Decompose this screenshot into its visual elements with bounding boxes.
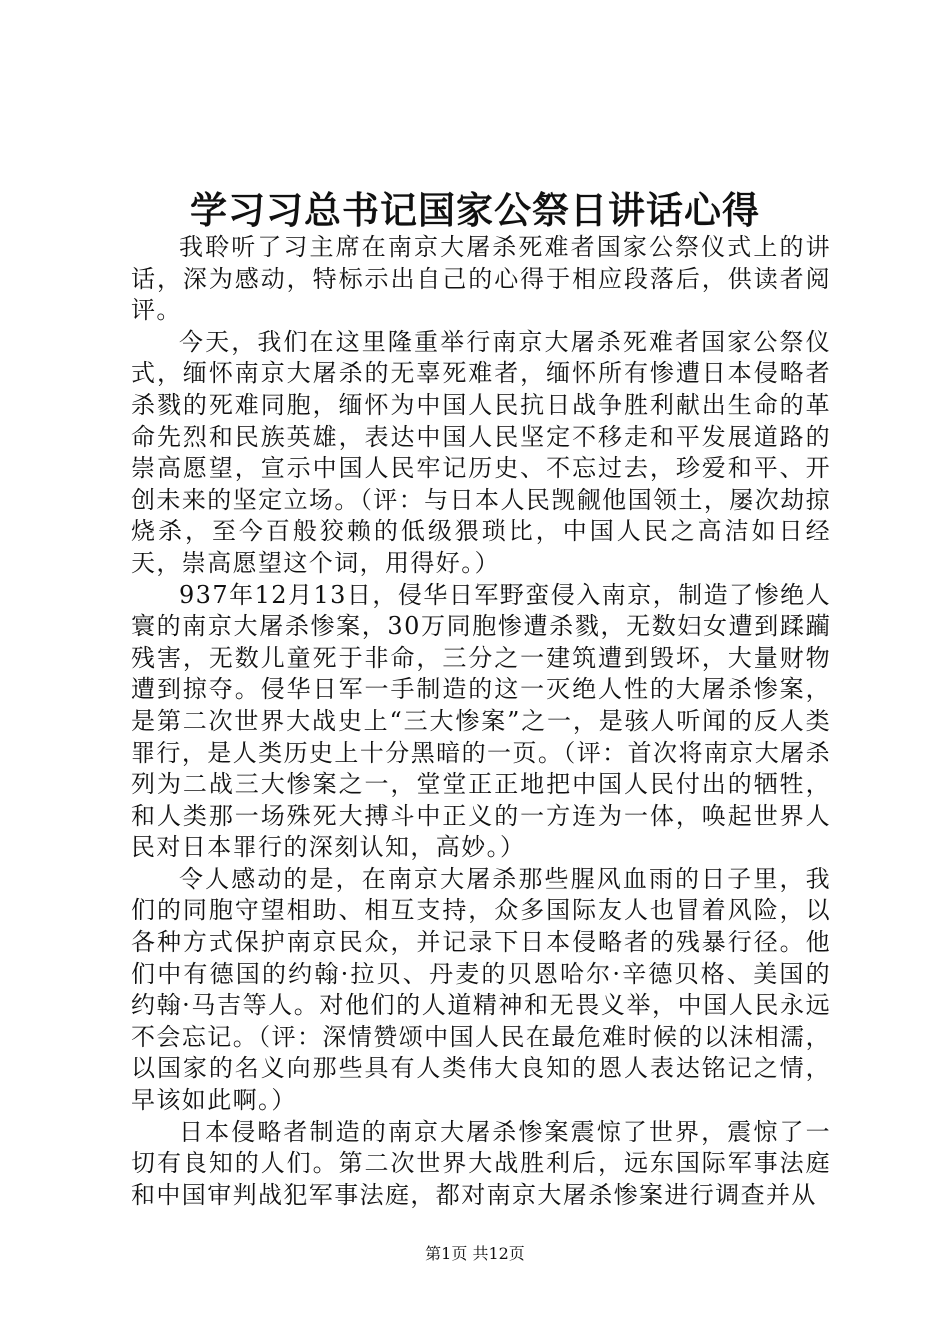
page-number-footer: 第1页 共12页 — [425, 1244, 525, 1263]
paragraph-tribunal: 日本侵略者制造的南京大屠杀惨案震惊了世界，震惊了一切有良知的人们。第二次世界大战胜利后，远东国际军事法庭和中国审判战犯军事法庭，都对南京大屠杀惨案进行调查并从 — [131, 1117, 831, 1209]
paragraph-international-friends: 令人感动的是，在南京大屠杀那些腥风血雨的日子里，我们的同胞守望相助、相互支持，众多国际友人也冒着风险，以各种方式保护南京民众，并记录下日本侵略者的残暴行径。他们中有德国的约翰·拉贝、丹麦的贝恩哈尔·辛德贝格、美国的约翰·马吉等人。对他们的人道精神和无畏义举，中国人民永远不会忘记。（评：深情赞颂中国人民在最危难时候的以沫相濡，以国家的名义向那些具有人类伟大良知的恩人表达铭记之情，早该如此啊。） — [131, 864, 831, 1115]
document-title: 学习习总书记国家公祭日讲话心得 — [190, 188, 760, 232]
document-body — [131, 232, 831, 1211]
paragraph-ceremony: 今天，我们在这里隆重举行南京大屠杀死难者国家公祭仪式，缅怀南京大屠杀的无辜死难者，缅怀所有惨遭日本侵略者杀戮的死难同胞，缅怀为中国人民抗日战争胜利献出生命的革命先烈和民族英雄，表达中国人民坚定不移走和平发展道路的崇高愿望，宣示中国人民牢记历史、不忘过去，珍爱和平、开创未来的坚定立场。（评：与日本人民觊觎他国领土，屡次劫掠烧杀，至今百般狡赖的低级猥琐比，中国人民之高洁如日经天，崇高愿望这个词，用得好。） — [131, 327, 831, 577]
paragraph-intro: 我聆听了习主席在南京大屠杀死难者国家公祭仪式上的讲话，深为感动，特标示出自己的心得于相应段落后，供读者阅评。 — [131, 233, 831, 325]
paragraph-massacre: 937年12月13日，侵华日军野蛮侵入南京，制造了惨绝人寰的南京大屠杀惨案，30万同胞惨遭杀戮，无数妇女遭到蹂躏残害，无数儿童死于非命，三分之一建筑遭到毁坏，大量财物遭到掠夺。侵华日军一手制造的这一灭绝人性的大屠杀惨案，是第二次世界大战史上“三大惨案”之一，是骇人听闻的反人类罪行，是人类历史上十分黑暗的一页。（评：首次将南京大屠杀列为二战三大惨案之一，堂堂正正地把中国人民付出的牺牲，和人类那一场殊死大搏斗中正义的一方连为一体，唤起世界人民对日本罪行的深刻认知，高妙。） — [131, 580, 831, 862]
